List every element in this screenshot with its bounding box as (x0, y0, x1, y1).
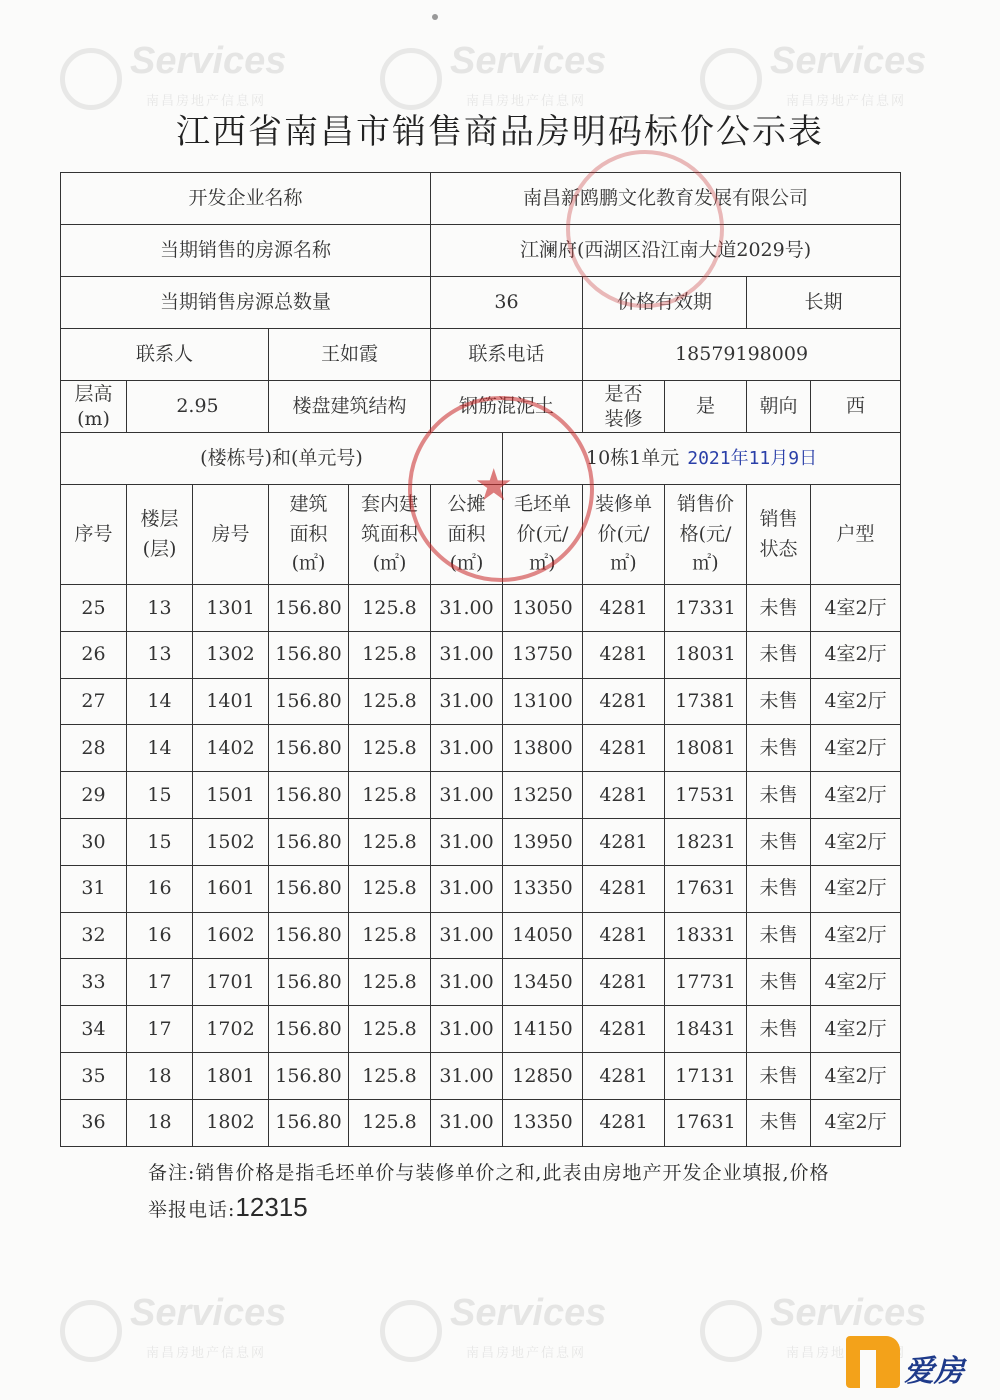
table-cell: 4281 (583, 818, 665, 865)
building-label: (楼栋号)和(单元号) (61, 433, 503, 485)
decorated-label: 是否 装修 (583, 381, 665, 433)
table-cell: 156.80 (269, 959, 349, 1006)
table-cell: 27 (61, 678, 127, 725)
table-cell: 125.8 (349, 678, 431, 725)
table-cell: 4室2厅 (811, 772, 901, 819)
column-header: 毛坯单 价(元/ ㎡) (503, 485, 583, 585)
table-cell: 4室2厅 (811, 1052, 901, 1099)
watermark: Services (700, 1290, 920, 1380)
seal-star-icon: ★ (474, 460, 514, 511)
table-cell: 156.80 (269, 678, 349, 725)
table-cell: 未售 (747, 725, 811, 772)
table-cell: 4281 (583, 725, 665, 772)
table-cell: 17731 (665, 959, 747, 1006)
table-cell: 13800 (503, 725, 583, 772)
table-cell: 13050 (503, 585, 583, 632)
table-cell: 13750 (503, 631, 583, 678)
table-row (61, 1052, 901, 1099)
table-cell: 未售 (747, 631, 811, 678)
scan-dot (432, 14, 438, 20)
table-cell: 31 (61, 865, 127, 912)
table-cell: 125.8 (349, 1052, 431, 1099)
table-cell: 156.80 (269, 1052, 349, 1099)
table-cell: 125.8 (349, 865, 431, 912)
validity-label: 价格有效期 (583, 277, 747, 329)
project-label: 当期销售的房源名称 (61, 225, 431, 277)
column-header: 房号 (193, 485, 269, 585)
table-cell: 125.8 (349, 585, 431, 632)
table-row (61, 818, 901, 865)
table-cell: 13 (127, 631, 193, 678)
table-cell: 125.8 (349, 772, 431, 819)
project-value: 江澜府(西湖区沿江南大道2029号) (431, 225, 901, 277)
table-cell: 未售 (747, 678, 811, 725)
table-cell: 1301 (193, 585, 269, 632)
table-cell: 1802 (193, 1099, 269, 1146)
contact-value: 王如霞 (269, 329, 431, 381)
table-cell: 17331 (665, 585, 747, 632)
price-table (60, 172, 901, 1147)
table-cell: 4281 (583, 865, 665, 912)
table-cell: 125.8 (349, 1006, 431, 1053)
table-row (61, 631, 901, 678)
structure-value: 钢筋混泥土 (431, 381, 583, 433)
column-header: 公摊 面积 (㎡) (431, 485, 503, 585)
table-cell: 1701 (193, 959, 269, 1006)
table-cell: 4室2厅 (811, 585, 901, 632)
table-cell: 4281 (583, 772, 665, 819)
table-cell: 34 (61, 1006, 127, 1053)
table-cell: 31.00 (431, 1052, 503, 1099)
table-cell: 28 (61, 725, 127, 772)
table-cell: 未售 (747, 1006, 811, 1053)
orientation-label: 朝向 (747, 381, 811, 433)
table-cell: 4室2厅 (811, 818, 901, 865)
table-cell: 4室2厅 (811, 1006, 901, 1053)
developer-value: 南昌新鸥鹏文化教育发展有限公司 (431, 173, 901, 225)
table-cell: 156.80 (269, 725, 349, 772)
table-cell: 4室2厅 (811, 1099, 901, 1146)
watermark: Services 南昌房地产信息网 (60, 38, 280, 128)
table-cell: 17 (127, 959, 193, 1006)
table-cell: 未售 (747, 959, 811, 1006)
table-cell: 13450 (503, 959, 583, 1006)
table-cell: 13350 (503, 1099, 583, 1146)
table-cell: 33 (61, 959, 127, 1006)
table-cell: 4室2厅 (811, 912, 901, 959)
footnote (148, 1156, 848, 1227)
table-cell: 156.80 (269, 1099, 349, 1146)
table-cell: 18081 (665, 725, 747, 772)
table-cell: 125.8 (349, 818, 431, 865)
table-cell: 125.8 (349, 912, 431, 959)
table-cell: 31.00 (431, 912, 503, 959)
column-header: 序号 (61, 485, 127, 585)
table-cell: 1801 (193, 1052, 269, 1099)
validity-value: 长期 (747, 277, 901, 329)
floor-height-value: 2.95 (127, 381, 269, 433)
table-cell: 未售 (747, 912, 811, 959)
aifang-logo (846, 1334, 986, 1390)
table-cell: 14150 (503, 1006, 583, 1053)
table-cell: 4281 (583, 1052, 665, 1099)
table-cell: 4281 (583, 678, 665, 725)
table-cell: 156.80 (269, 631, 349, 678)
table-cell: 未售 (747, 818, 811, 865)
contact-label: 联系人 (61, 329, 269, 381)
table-cell: 18031 (665, 631, 747, 678)
table-cell: 125.8 (349, 1099, 431, 1146)
table-cell: 14 (127, 725, 193, 772)
total-value: 36 (431, 277, 583, 329)
watermark: Services 南昌房地产信息网 (380, 38, 600, 128)
table-row (61, 678, 901, 725)
table-cell: 4室2厅 (811, 631, 901, 678)
table-cell: 4281 (583, 912, 665, 959)
table-cell: 31.00 (431, 865, 503, 912)
table-cell: 1502 (193, 818, 269, 865)
table-cell: 1402 (193, 725, 269, 772)
table-cell: 31.00 (431, 585, 503, 632)
table-cell: 31.00 (431, 631, 503, 678)
total-label: 当期销售房源总数量 (61, 277, 431, 329)
table-cell: 未售 (747, 865, 811, 912)
table-cell: 17531 (665, 772, 747, 819)
table-cell: 31.00 (431, 1099, 503, 1146)
table-cell: 16 (127, 865, 193, 912)
table-cell: 1401 (193, 678, 269, 725)
developer-label: 开发企业名称 (61, 173, 431, 225)
table-cell: 16 (127, 912, 193, 959)
table-cell: 18431 (665, 1006, 747, 1053)
column-header: 户型 (811, 485, 901, 585)
table-body (61, 585, 901, 1147)
table-cell: 30 (61, 818, 127, 865)
table-cell: 25 (61, 585, 127, 632)
table-cell: 4281 (583, 585, 665, 632)
table-cell: 15 (127, 818, 193, 865)
table-cell: 31.00 (431, 1006, 503, 1053)
table-row (61, 725, 901, 772)
table-cell: 12850 (503, 1052, 583, 1099)
table-cell: 4室2厅 (811, 725, 901, 772)
table-cell: 156.80 (269, 818, 349, 865)
table-cell: 4281 (583, 1099, 665, 1146)
table-cell: 125.8 (349, 959, 431, 1006)
table-cell: 1702 (193, 1006, 269, 1053)
table-row (61, 1006, 901, 1053)
table-cell: 17131 (665, 1052, 747, 1099)
watermark: Services 南昌房地产信息网 (380, 1290, 600, 1380)
table-header-row (61, 485, 901, 585)
orientation-value: 西 (811, 381, 901, 433)
table-cell: 14 (127, 678, 193, 725)
table-cell: 13250 (503, 772, 583, 819)
phone-label: 联系电话 (431, 329, 583, 381)
column-header: 套内建 筑面积 (㎡) (349, 485, 431, 585)
table-cell: 17 (127, 1006, 193, 1053)
report-phone: 12315 (235, 1192, 308, 1222)
table-cell: 1302 (193, 631, 269, 678)
table-cell: 4室2厅 (811, 678, 901, 725)
phone-value: 18579198009 (583, 329, 901, 381)
column-header: 建筑 面积 (㎡) (269, 485, 349, 585)
column-header: 装修单 价(元/ ㎡) (583, 485, 665, 585)
table-cell: 4281 (583, 959, 665, 1006)
table-cell: 17631 (665, 1099, 747, 1146)
table-cell: 26 (61, 631, 127, 678)
table-cell: 14050 (503, 912, 583, 959)
table-cell: 18231 (665, 818, 747, 865)
column-header: 销售 状态 (747, 485, 811, 585)
table-cell: 32 (61, 912, 127, 959)
table-row (61, 772, 901, 819)
table-row (61, 912, 901, 959)
table-row (61, 1099, 901, 1146)
table-row (61, 865, 901, 912)
table-cell: 156.80 (269, 912, 349, 959)
date-stamp: 2021年11月9日 (687, 448, 818, 470)
table-cell: 13 (127, 585, 193, 632)
table-cell: 18331 (665, 912, 747, 959)
watermark: Services 南昌房地产信息网 (60, 1290, 280, 1380)
table-cell: 4室2厅 (811, 865, 901, 912)
table-cell: 未售 (747, 1052, 811, 1099)
table-cell: 18 (127, 1099, 193, 1146)
logo-text: 爱房 (904, 1354, 964, 1389)
column-header: 销售价 格(元/ ㎡) (665, 485, 747, 585)
table-cell: 18 (127, 1052, 193, 1099)
column-header: 楼层 (层) (127, 485, 193, 585)
table-cell: 未售 (747, 1099, 811, 1146)
floor-height-label: 层高 (m) (61, 381, 127, 433)
table-cell: 13100 (503, 678, 583, 725)
house-logo-icon (846, 1336, 900, 1388)
table-cell: 4281 (583, 631, 665, 678)
table-cell: 4281 (583, 1006, 665, 1053)
table-cell: 17631 (665, 865, 747, 912)
table-cell: 1602 (193, 912, 269, 959)
decorated-value: 是 (665, 381, 747, 433)
table-cell: 156.80 (269, 1006, 349, 1053)
table-cell: 4室2厅 (811, 959, 901, 1006)
table-cell: 31.00 (431, 772, 503, 819)
table-row (61, 959, 901, 1006)
table-cell: 29 (61, 772, 127, 819)
table-cell: 36 (61, 1099, 127, 1146)
page-title: 江西省南昌市销售商品房明码标价公示表 (176, 112, 824, 152)
table-row (61, 585, 901, 632)
table-cell: 31.00 (431, 818, 503, 865)
table-cell: 未售 (747, 772, 811, 819)
building-value: 10栋1单元 (585, 447, 680, 470)
table-cell: 156.80 (269, 865, 349, 912)
structure-label: 楼盘建筑结构 (269, 381, 431, 433)
table-cell: 1501 (193, 772, 269, 819)
table-cell: 125.8 (349, 631, 431, 678)
table-cell: 31.00 (431, 678, 503, 725)
table-cell: 31.00 (431, 959, 503, 1006)
note-text: 备注:销售价格是指毛坯单价与装修单价之和,此表由房地产开发企业填报,价格举报电话: (148, 1162, 830, 1221)
table-cell: 未售 (747, 585, 811, 632)
table-cell: 1601 (193, 865, 269, 912)
table-cell: 15 (127, 772, 193, 819)
table-cell: 31.00 (431, 725, 503, 772)
table-cell: 13350 (503, 865, 583, 912)
table-cell: 17381 (665, 678, 747, 725)
table-cell: 125.8 (349, 725, 431, 772)
building-value-cell (503, 433, 901, 485)
watermark: Services 南昌房地产信息网 (700, 38, 920, 128)
table-cell: 156.80 (269, 772, 349, 819)
table-cell: 35 (61, 1052, 127, 1099)
table-cell: 156.80 (269, 585, 349, 632)
table-cell: 13950 (503, 818, 583, 865)
